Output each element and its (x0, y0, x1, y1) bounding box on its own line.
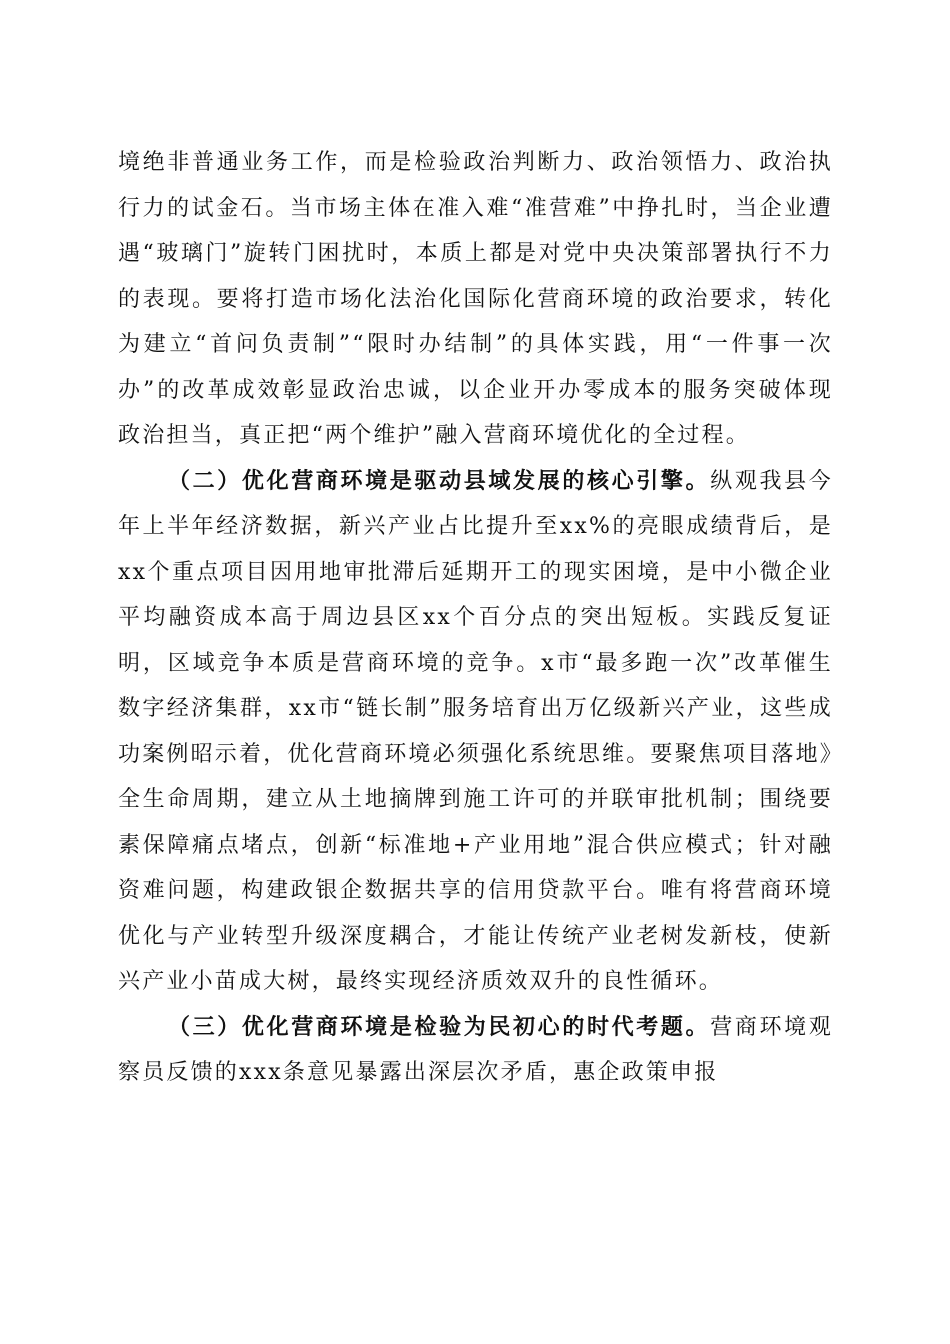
paragraph-3 (118, 1005, 833, 1096)
paragraph-3-heading: （三）优化营商环境是检验为民初心的时代考题。 (168, 1013, 711, 1040)
paragraph-2-heading: （二）优化营商环境是驱动县域发展的核心引擎。 (168, 467, 711, 494)
paragraph-3-text: 营商环境观察员反馈的xxx条意见暴露出深层次矛盾，惠企政策申报 (118, 1014, 833, 1085)
paragraph-2-text: 纵观我县今年上半年经济数据，新兴产业占比提升至xx%的亮眼成绩背后，是xx个重点项目因用地审批滞后延期开工的现实困境，是中小微企业平均融资成本高于周边县区xx个百分点的突出短板。实践反复证明，区域竞争本质是营商环境的竞争。x市“最多跑一次”改革催生数字经济集群，xx市“链长制”服务培育出万亿级新兴产业，这些成功案例昭示着，优化营商环境必须强化系统思维。要聚焦项目落地》全生命周期，建立从土地摘牌到施工许可的并联审批机制；围绕要素保障痛点堵点，创新“标准地+产业用地”混合供应模式；针对融资难问题，构建政银企数据共享的信用贷款平台。唯有将营商环境优化与产业转型升级深度耦合，才能让传统产业老树发新枝，使新兴产业小苗成大树，最终实现经济质效双升的良性循环。 (118, 468, 834, 994)
paragraph-1 (118, 140, 833, 459)
document-body (118, 140, 833, 1096)
paragraph-1-text: 境绝非普通业务工作，而是检验政治判断力、政治领悟力、政治执行力的试金石。当市场主体在准入难“准营难”中挣扎时，当企业遭遇“玻璃门”旋转门困扰时，本质上都是对党中央决策部署执行不力的表现。要将打造市场化法治化国际化营商环境的政治要求，转化为建立“首问负责制”“限时办结制”的具体实践，用“一件事一次办”的改革成效彰显政治忠诚，以企业开办零成本的服务突破体现政治担当，真正把“两个维护”融入营商环境优化的全过程。 (118, 150, 833, 448)
paragraph-2 (118, 459, 833, 1005)
